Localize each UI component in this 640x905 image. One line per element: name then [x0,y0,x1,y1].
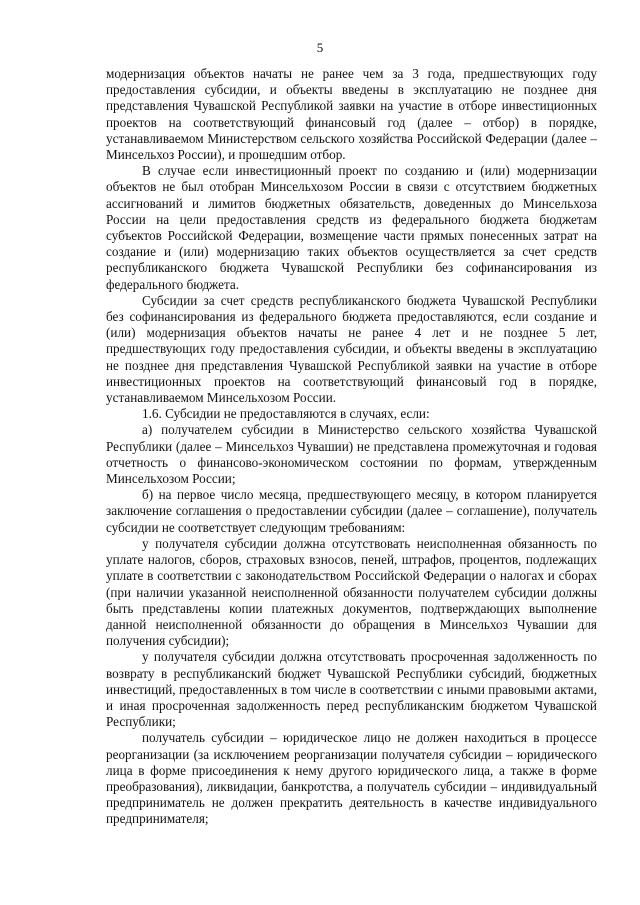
paragraph: а) получателем субсидии в Министерство сельского хозяйства Чувашской Республики (далее – Минсельхоз Чувашии) не представлена промежуточная и годовая отчетность о финансово-экономическом состоянии по формам, утвержденным Минсельхозом России; [106,422,597,487]
paragraph: получатель субсидии – юридическое лицо не должен находиться в процессе реорганизации (за исключением реорганизации получателя субсидии – юридического лица в форме присоединения к нему другого юридического лица, а также в форме преобразования), ликвидации, банкротства, а получатель субсидии – индивидуальный предприниматель не должен прекратить деятельность в качестве индивидуального предпринимателя; [106,730,597,827]
paragraph: В случае если инвестиционный проект по созданию и (или) модернизации объектов не был отобран Минсельхозом России в связи с отсутствием бюджетных ассигнований и лимитов бюджетных обязательств, доведенных до Минсельхоза России на цели предоставления средств из федерального бюджета бюджетам субъектов Российской Федерации, возмещение части прямых понесенных затрат на создание и (или) модернизацию таких объектов осуществляется за счет средств республиканского бюджета Чувашской Республики без софинансирования из федерального бюджета. [106,163,597,292]
paragraph: у получателя субсидии должна отсутствовать просроченная задолженность по возврату в республиканский бюджет Чувашской Республики субсидий, бюджетных инвестиций, предоставленных в том числе в соответствии с иными правовыми актами, и иная просроченная задолженность перед республиканским бюджетом Чувашской Республики; [106,649,597,730]
page-number: 5 [316,40,324,55]
section-heading: 1.6. Субсидии не предоставляются в случаях, если: [142,406,430,422]
paragraph: Субсидии за счет средств республиканского бюджета Чувашской Республики без софинансирования из федерального бюджета предоставляются, если создание и (или) модернизация объектов начаты не ранее 4 лет и не позднее 5 лет, предшествующих году предоставления субсидии, и объекты введены в эксплуатацию не позднее дня представления Чувашской Республикой заявки на участие в отборе инвестиционных проектов на соответствующий финансовый год в порядке, устанавливаемом Минсельхозом России. [106,292,597,406]
body-text [106,66,597,828]
paragraph: б) на первое число месяца, предшествующего месяцу, в котором планируется заключение соглашения о предоставлении субсидии (далее – соглашение), получатель субсидии не соответствует следующим требованиям: [106,487,597,535]
paragraph: модернизация объектов начаты не ранее чем за 3 года, предшествующих году предоставления субсидии, и объекты введены в эксплуатацию не позднее дня представления Чувашской Республикой заявки на участие в отборе инвестиционных проектов на соответствующий финансовый год (далее – отбор) в порядке, устанавливаемом Министерством сельского хозяйства Российской Федерации (далее – Минсельхоз России), и прошедшим отбор. [106,66,597,163]
paragraph: у получателя субсидии должна отсутствовать неисполненная обязанность по уплате налогов, сборов, страховых взносов, пеней, штрафов, процентов, подлежащих уплате в соответствии с законодательством Российской Федерации о налогах и сборах (при наличии указанной неисполненной обязанности получателем субсидии должны быть представлены копии платежных документов, подтверждающих выполнение данной неисполненной обязанности до обращения в Минсельхоз Чувашии для получения субсидии); [106,535,597,649]
